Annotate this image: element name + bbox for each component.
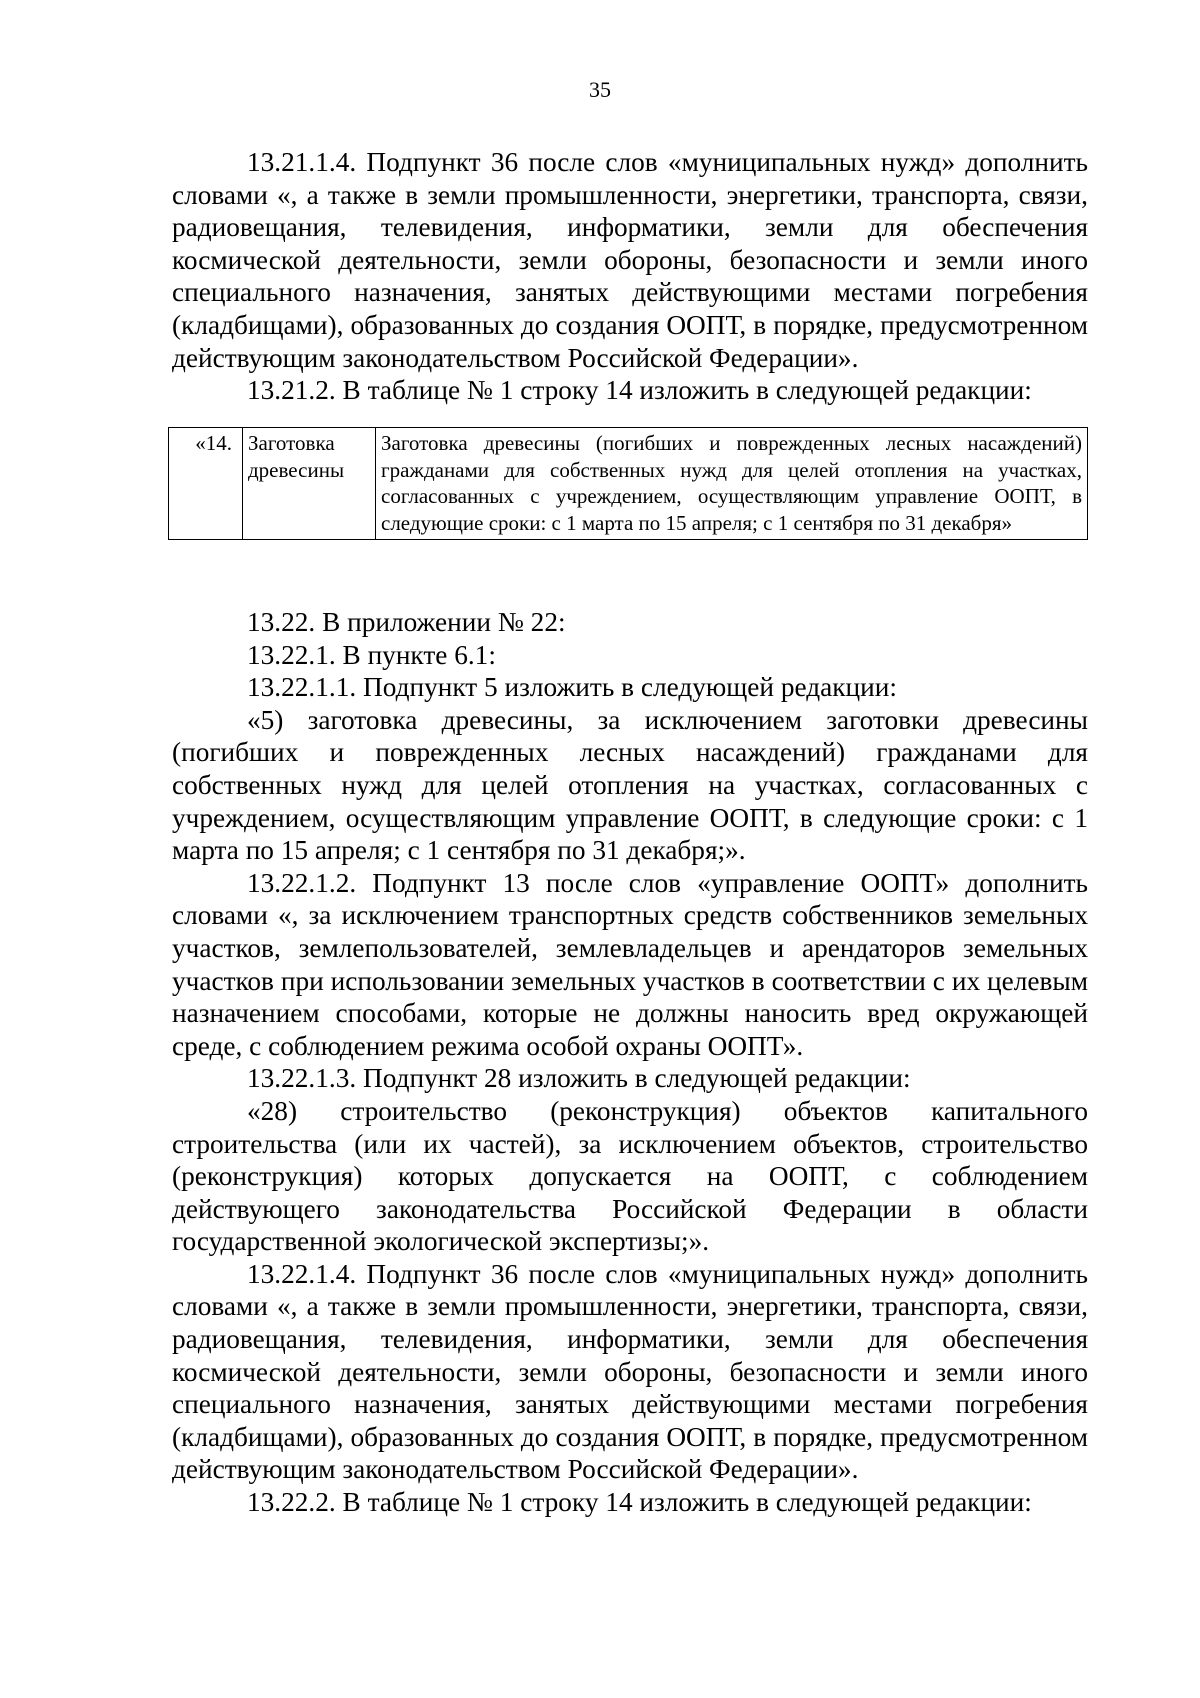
row-number-cell: «14.	[169, 428, 243, 540]
paragraph-13-22-1: 13.22.1. В пункте 6.1:	[247, 639, 496, 670]
paragraph-13-22-1-3: 13.22.1.3. Подпункт 28 изложить в следующей редакции:	[247, 1063, 911, 1094]
amendment-table	[168, 427, 1088, 540]
paragraph-subitem-28: «28) строительство (реконструкция) объектов капитального строительства (или их частей), за исключением объектов, строительство (реконструкция) которых допускается на ООПТ, с соблюдением действующего законодательства Российской Федерации в области государственной экологической экспертизы;».	[172, 1095, 1088, 1257]
section-13-22	[172, 606, 1088, 1519]
row-description-cell: Заготовка древесины (погибших и поврежденных лесных насаждений) гражданами для собственных нужд для целей отопления на участках, согласованных с учреждением, осуществляющим управление ООПТ, в следующие сроки: с 1 марта по 15 апреля; с 1 сентября по 31 декабря»	[376, 428, 1088, 540]
paragraph-13-21-2: 13.21.2. В таблице № 1 строку 14 изложить в следующей редакции:	[247, 375, 1032, 406]
paragraph-13-22-1-1: 13.22.1.1. Подпункт 5 изложить в следующей редакции:	[247, 672, 897, 703]
paragraph-13-21-1-4: 13.21.1.4. Подпункт 36 после слов «муниципальных нужд» дополнить словами «, а также в земли промышленности, энергетики, транспорта, связи, радиовещания, телевидения, информатики, земли для обеспечения космической деятельности, земли обороны, безопасности и земли иного специального назначения, занятых действующими местами погребения (кладбищами), образованных до создания ООПТ, в порядке, предусмотренном действующим законодательством Российской Федерации».	[172, 147, 1088, 373]
section-13-21	[172, 146, 1088, 407]
paragraph-13-22-1-4: 13.22.1.4. Подпункт 36 после слов «муниципальных нужд» дополнить словами «, а также в земли промышленности, энергетики, транспорта, связи, радиовещания, телевидения, информатики, земли для обеспечения космической деятельности, земли обороны, безопасности и земли иного специального назначения, занятых действующими местами погребения (кладбищами), образованных до создания ООПТ, в порядке, предусмотренном действующим законодательством Российской Федерации».	[172, 1258, 1088, 1485]
row-name-cell: Заготовка древесины	[243, 428, 376, 540]
paragraph-subitem-5: «5) заготовка древесины, за исключением заготовки древесины (погибших и поврежденных лесных насаждений) гражданами для собственных нужд для целей отопления на участках, согласованных с учреждением, осуществляющим управление ООПТ, в следующие сроки: с 1 марта по 15 апреля; с 1 сентября по 31 декабря;».	[172, 704, 1088, 866]
table-row	[169, 428, 1088, 540]
paragraph-13-22: 13.22. В приложении № 22:	[247, 607, 566, 637]
paragraph-13-22-2: 13.22.2. В таблице № 1 строку 14 изложить в следующей редакции:	[247, 1487, 1032, 1518]
paragraph-13-22-1-2: 13.22.1.2. Подпункт 13 после слов «управление ООПТ» дополнить словами «, за исключением транспортных средств собственников земельных участков, землепользователей, землевладельцев и арендаторов земельных участков при использовании земельных участков в соответствии с их целевым назначением способами, которые не должны наносить вред окружающей среде, с соблюдением режима особой охраны ООПТ».	[172, 867, 1088, 1061]
page-number: 35	[589, 77, 611, 102]
